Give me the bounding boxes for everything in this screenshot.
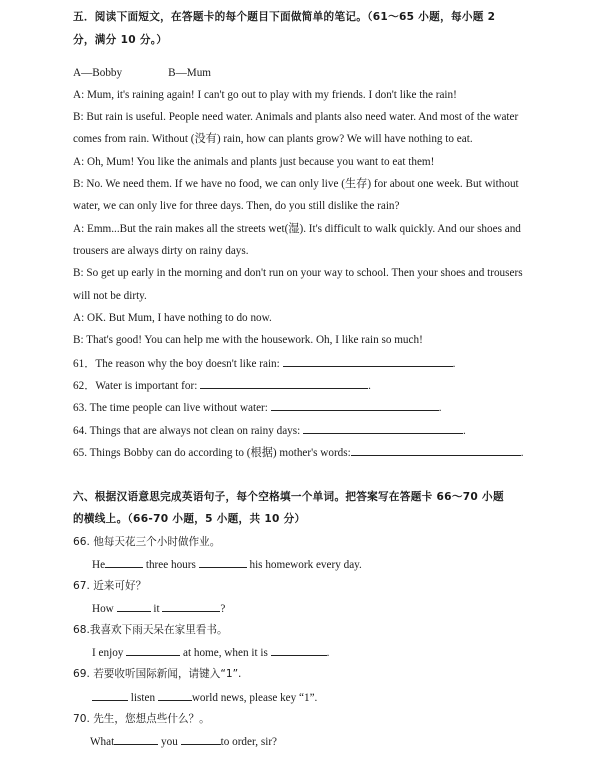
question-end: . <box>463 425 466 437</box>
answer-blank[interactable] <box>158 690 192 701</box>
question-text: 64. Things that are always not clean on rainy days: <box>73 425 301 437</box>
answer-blank[interactable] <box>126 645 180 656</box>
sentence-word: listen <box>130 692 156 704</box>
question-end: . <box>438 402 442 414</box>
question-text: 62．Water is important for: <box>73 380 198 392</box>
item-68-sentence <box>92 645 584 660</box>
section6-title-line2: 的横线上。（66-70 小题，5 小题，共 10 分） <box>73 513 306 525</box>
answer-blank[interactable] <box>114 734 158 745</box>
dialogue-line: comes from rain. Without (没有) rain, how can plants grow? We will have nothing to eat. <box>73 133 473 145</box>
dialogue-line: water, we can only live for three days. Then, do you still dislike the rain? <box>73 200 400 212</box>
question-text: 63. The time people can live without water: <box>73 402 268 414</box>
dialogue-line: A: OK. But Mum, I have nothing to do now. <box>73 312 272 324</box>
sentence-word: it <box>153 603 160 615</box>
sentence-word: I enjoy <box>92 647 124 659</box>
sentence-word: world news, please key “1”. <box>191 692 318 704</box>
sentence-word: you <box>161 736 178 748</box>
answer-blank[interactable] <box>181 734 221 745</box>
sentence-word: to order, sir? <box>220 736 278 748</box>
sentence-word: three hours <box>145 559 196 571</box>
section5-title-line2: 分，满分 10 分。） <box>73 34 168 46</box>
role-b: B—Mum <box>168 67 212 79</box>
item-68-chinese: 68.我喜欢下雨天呆在家里看书。 <box>73 624 228 636</box>
dialogue-line: A: Emm...But the rain makes all the streets wet(湿). It's difficult to walk quickly. And our shoes and <box>73 223 521 235</box>
roles-line <box>73 66 584 80</box>
dialogue-line: will not be dirty. <box>73 290 147 302</box>
answer-blank[interactable] <box>117 601 151 612</box>
item-69-chinese: 69. 若要收听国际新闻，请键入“1”. <box>73 668 242 680</box>
sentence-word: He <box>92 559 106 571</box>
question-63 <box>73 400 584 415</box>
sentence-word: his homework every day. <box>249 559 362 571</box>
item-67-sentence <box>92 601 584 616</box>
item-67-chinese: 67. 近来可好？ <box>73 580 147 592</box>
answer-blank[interactable] <box>351 445 521 456</box>
dialogue-line: A: Mum, it's raining again! I can't go out to play with my friends. I don't like the rain! <box>73 89 457 101</box>
dialogue-line: B: That's good! You can help me with the housework. Oh, I like rain so much! <box>73 334 423 346</box>
question-end: . <box>452 358 456 370</box>
item-66-sentence <box>92 557 584 572</box>
question-64 <box>73 423 584 438</box>
section5-title-line1: 五．阅读下面短文，在答题卡的每个题目下面做简单的笔记。（61～65 小题，每小题 2 <box>73 11 496 23</box>
section6-title-line1: 六、根据汉语意思完成英语句子，每个空格填一个单词。把答案写在答题卡 66～70 小题 <box>73 491 504 503</box>
answer-blank[interactable] <box>162 601 220 612</box>
question-text: 65. Things Bobby can do according to (根据) mother's words: <box>73 447 351 459</box>
answer-blank[interactable] <box>105 557 143 568</box>
answer-blank[interactable] <box>271 400 439 411</box>
sentence-word: . <box>326 647 330 659</box>
sentence-word: How <box>92 603 114 615</box>
role-a: A—Bobby <box>73 67 123 79</box>
question-62 <box>73 378 584 393</box>
question-end: . <box>520 447 524 459</box>
dialogue-line: A: Oh, Mum! You like the animals and plants just because you want to eat them! <box>73 156 435 168</box>
dialogue-line: trousers are always dirty on rainy days. <box>73 245 249 257</box>
dialogue-line: B: So get up early in the morning and don't run on your way to school. Then your shoes and trousers <box>73 267 523 279</box>
question-61 <box>73 356 584 371</box>
question-end: . <box>368 380 371 392</box>
answer-blank[interactable] <box>200 378 368 389</box>
dialogue-line: B: No. We need them. If we have no food, we can only live (生存) for about one week. But without <box>73 178 519 190</box>
answer-blank[interactable] <box>199 557 247 568</box>
item-70-chinese: 70. 先生，您想点些什么？。 <box>73 713 210 725</box>
sentence-word: at home, when it is <box>182 647 268 659</box>
item-66-chinese: 66. 他每天花三个小时做作业。 <box>73 536 221 548</box>
item-69-sentence <box>92 690 584 705</box>
item-70-sentence <box>90 734 584 749</box>
question-65 <box>73 445 584 460</box>
answer-blank[interactable] <box>271 645 327 656</box>
answer-blank[interactable] <box>303 423 463 434</box>
sentence-word: What <box>90 736 115 748</box>
dialogue-line: B: But rain is useful. People need water. Animals and plants also need water. And most of the water <box>73 111 519 123</box>
answer-blank[interactable] <box>92 690 128 701</box>
sentence-word: ? <box>220 603 226 615</box>
answer-blank[interactable] <box>283 356 453 367</box>
question-text: 61．The reason why the boy doesn't like rain: <box>73 358 280 370</box>
